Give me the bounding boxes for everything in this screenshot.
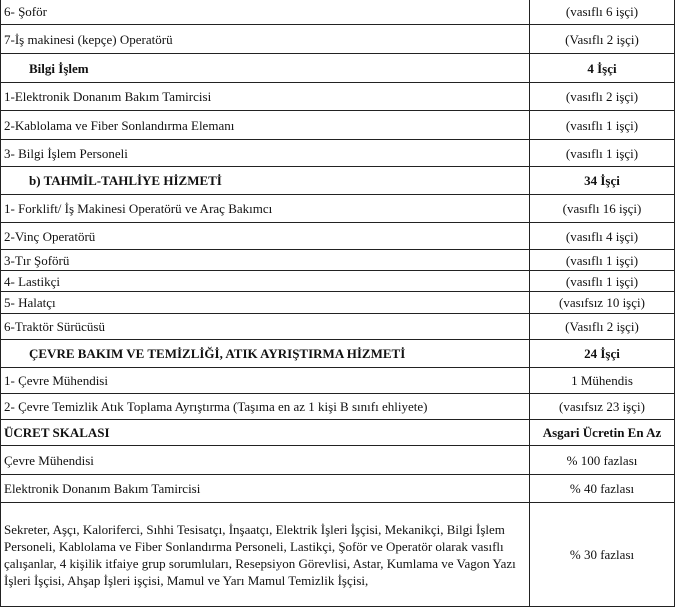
row-value: (vasıflı 1 işçi) xyxy=(530,140,675,167)
section-title: ÇEVRE BAKIM VE TEMİZLİĞİ, ATIK AYRIŞTIRMA HİZMETİ xyxy=(1,340,530,368)
row-value: % 100 fazlası xyxy=(530,446,675,475)
row-value: (vasıflı 6 işçi) xyxy=(530,0,675,25)
section-total: 34 İşçi xyxy=(530,167,675,195)
row-label: 2- Çevre Temizlik Atık Toplama Ayrıştırma (Taşıma en az 1 kişi B sınıfı ehliyete) xyxy=(1,394,530,420)
section-total: Asgari Ücretin En Az xyxy=(530,420,675,446)
section-title: Bilgi İşlem xyxy=(1,54,530,83)
row-label: 3-Tır Şoförü xyxy=(1,250,530,271)
section-header-row xyxy=(1,420,675,446)
section-total: 4 İşçi xyxy=(530,54,675,83)
section-header-row xyxy=(1,340,675,368)
table-row xyxy=(1,250,675,271)
table-row xyxy=(1,0,675,25)
row-label: Sekreter, Aşçı, Kaloriferci, Sıhhi Tesisatçı, İnşaatçı, Elektrik İşleri İşçisi, Mekanikçi, Bilgi İşlem Personeli, Kablolama ve Fiber Sonlandırma Personeli, Lastikçi, Şoför ve Operatör olarak vasıflı çalışanlar, 4 kişilik itfaiye grup sorumluları, Resepsiyon Görevlisi, Astar, Kumlama ve Vagon Yazı İşleri İşçisi, Ahşap İşleri işçisi, Mamul ve Yarı Mamul Temizlik İşçisi, xyxy=(1,503,530,607)
table-row xyxy=(1,446,675,475)
row-value: (vasıflı 1 işçi) xyxy=(530,271,675,292)
row-label: 2-Kablolama ve Fiber Sonlandırma Elemanı xyxy=(1,111,530,140)
row-value: (vasıflı 1 işçi) xyxy=(530,111,675,140)
row-label: 6- Şoför xyxy=(1,0,530,25)
row-value: (vasıflı 4 işçi) xyxy=(530,223,675,250)
section-header-row xyxy=(1,167,675,195)
table-row xyxy=(1,503,675,607)
row-value: (vasıflı 16 işçi) xyxy=(530,195,675,223)
section-title: b) TAHMİL-TAHLİYE HİZMETİ xyxy=(1,167,530,195)
table-row xyxy=(1,111,675,140)
row-label: 1- Çevre Mühendisi xyxy=(1,368,530,394)
row-value: 1 Mühendis xyxy=(530,368,675,394)
row-label: 5- Halatçı xyxy=(1,292,530,314)
table-row xyxy=(1,25,675,54)
table-row xyxy=(1,394,675,420)
row-label: 7-İş makinesi (kepçe) Operatörü xyxy=(1,25,530,54)
table-row xyxy=(1,83,675,111)
table-row xyxy=(1,475,675,503)
table-row xyxy=(1,223,675,250)
row-label: 2-Vinç Operatörü xyxy=(1,223,530,250)
row-value: % 40 fazlası xyxy=(530,475,675,503)
table-row xyxy=(1,271,675,292)
row-value: % 30 fazlası xyxy=(530,503,675,607)
table-row xyxy=(1,314,675,340)
section-title: ÜCRET SKALASI xyxy=(1,420,530,446)
table-row xyxy=(1,140,675,167)
table-row xyxy=(1,368,675,394)
row-value: (Vasıflı 2 işçi) xyxy=(530,314,675,340)
row-value: (vasıfsız 10 işçi) xyxy=(530,292,675,314)
section-total: 24 İşçi xyxy=(530,340,675,368)
row-value: (vasıflı 2 işçi) xyxy=(530,83,675,111)
row-label: Elektronik Donanım Bakım Tamircisi xyxy=(1,475,530,503)
row-value: (Vasıflı 2 işçi) xyxy=(530,25,675,54)
table-row xyxy=(1,195,675,223)
row-label: 1-Elektronik Donanım Bakım Tamircisi xyxy=(1,83,530,111)
row-value: (vasıflı 1 işçi) xyxy=(530,250,675,271)
row-value: (vasıfsız 23 işçi) xyxy=(530,394,675,420)
row-label: Çevre Mühendisi xyxy=(1,446,530,475)
row-label: 4- Lastikçi xyxy=(1,271,530,292)
table-row xyxy=(1,292,675,314)
row-label: 6-Traktör Sürücüsü xyxy=(1,314,530,340)
row-label: 1- Forklift/ İş Makinesi Operatörü ve Araç Bakımcı xyxy=(1,195,530,223)
section-header-row xyxy=(1,54,675,83)
row-label: 3- Bilgi İşlem Personeli xyxy=(1,140,530,167)
